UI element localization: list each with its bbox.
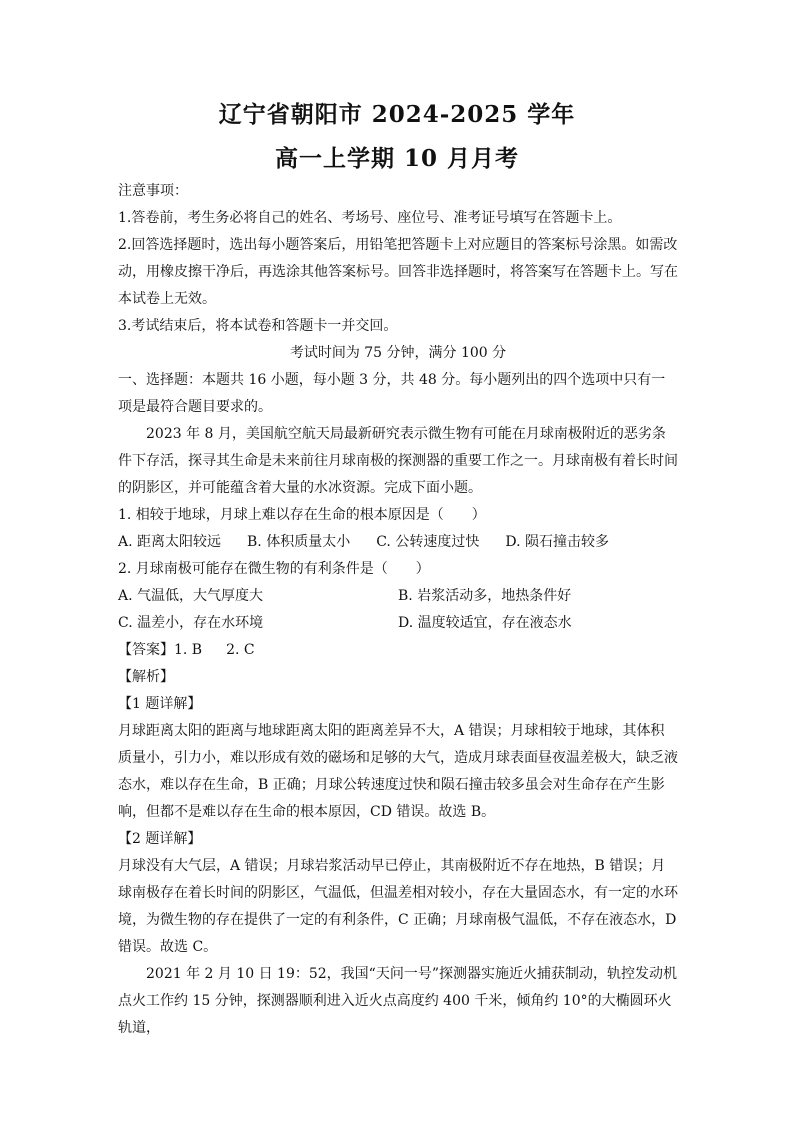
answer-1: 1. B [174, 642, 203, 658]
notice-item-1: 1.答卷前，考生务必将自己的姓名、考场号、座位号、准考证号填写在答题卡上。 [118, 210, 622, 226]
q2-option-b: B. 岩浆活动多，地热条件好 [398, 588, 572, 604]
passage-1: 2023 年 8 月，美国航空航天局最新研究表示微生物有可能在月球南极附近的恶劣条件下存活，探寻其生命是未来前往月球南极的探测器的重要工作之一。月球南极有着长时间的阴影区，并可能蕴含着大量的水冰资源。完成下面小题。 [118, 426, 678, 496]
q2-option-d: D. 温度较适宜，存在液态水 [398, 615, 572, 631]
document-body [118, 178, 678, 1042]
detail-2-text: 月球没有大气层，A 错误；月球岩浆活动早已停止，其南极附近不存在地热，B 错误；月球南极存在着长时间的阴影区，气温低，但温差相对较小，存在大量固态水，有一定的水环境，为微生物的存在提供了一定的有利条件，C 正确；月球南极气温低，不存在液态水，D 错误。故选 C。 [118, 858, 678, 955]
q1-option-b: B. 体积质量太小 [247, 534, 351, 550]
answer-2: 2. C [226, 642, 255, 658]
notice-item-2: 2.回答选择题时，选出每小题答案后，用铅笔把答题卡上对应题目的答案标号涂黑。如需改动，用橡皮擦干净后，再选涂其他答案标号。回答非选择题时，将答案写在答题卡上。写在本试卷上无效。 [118, 237, 678, 307]
detail-1-text: 月球距离太阳的距离与地球距离太阳的距离差异不大，A 错误；月球相较于地球，其体积质量小，引力小，难以形成有效的磁场和足够的大气，造成月球表面昼夜温差极大，缺乏液态水，难以存在生命，B 正确；月球公转速度过快和陨石撞击较多虽会对生命存在产生影响，但都不是难以存在生命的根本原因，CD 错误。故选 B。 [118, 723, 678, 820]
q1-option-d: D. 陨石撞击较多 [505, 534, 609, 550]
passage-2: 2021 年 2 月 10 日 19：52，我国“天问一号”探测器实施近火捕获制动，轨控发动机点火工作约 15 分钟，探测器顺利进入近火点高度约 400 千米，倾角约 10°的大椭圆环火轨道， [118, 966, 677, 1036]
q1-option-a: A. 距离太阳较远 [118, 534, 222, 550]
detail-1-label: 【1 题详解】 [118, 696, 202, 712]
q2-option-c: C. 温差小，存在水环境 [118, 615, 264, 631]
question-2-stem: 2. 月球南极可能存在微生物的有利条件是（ ） [118, 561, 430, 577]
q2-option-a: A. 气温低，大气厚度大 [118, 588, 264, 604]
question-2-options-row-2 [118, 610, 678, 637]
question-1-stem: 1. 相较于地球，月球上难以存在生命的根本原因是（ ） [118, 507, 486, 523]
question-1-options [118, 529, 678, 556]
notice-item-3: 3.考试结束后，将本试卷和答题卡一并交回。 [118, 318, 398, 334]
analysis-label: 【解析】 [118, 669, 174, 685]
detail-2-label: 【2 题详解】 [118, 831, 202, 847]
document-title: 辽宁省朝阳市 2024-2025 学年 [218, 101, 576, 128]
question-2-options-row-1 [118, 583, 678, 610]
answer-label: 【答案】 [118, 642, 174, 658]
notice-heading: 注意事项： [118, 183, 188, 199]
q1-option-c: C. 公转速度过快 [376, 534, 480, 550]
exam-info: 考试时间为 75 分钟，满分 100 分 [289, 345, 507, 361]
section-heading: 一、选择题：本题共 16 小题，每小题 3 分，共 48 分。每小题列出的四个选项中只有一项是最符合题目要求的。 [118, 372, 666, 415]
answer-line [118, 637, 678, 664]
document-subtitle: 高一上学期 10 月月考 [274, 145, 520, 172]
